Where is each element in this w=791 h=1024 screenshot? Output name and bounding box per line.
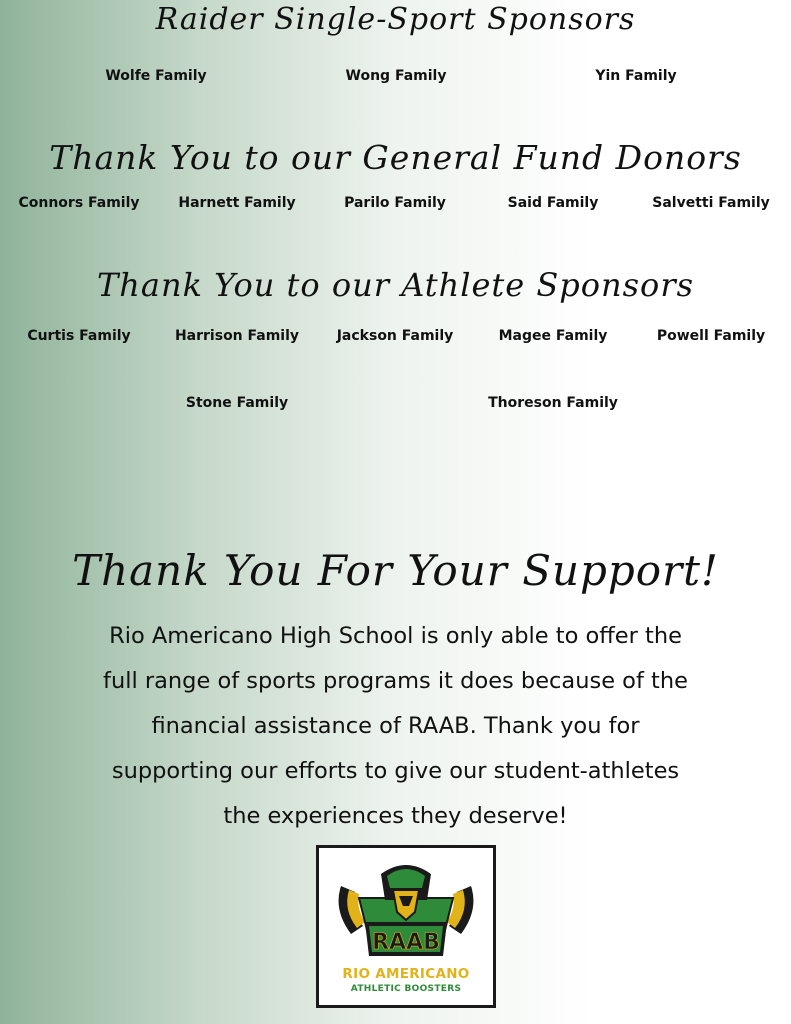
donor-name: Connors Family	[18, 195, 140, 211]
donor-name: Said Family	[507, 195, 599, 211]
raab-logo	[316, 845, 496, 1008]
section-heading-general-fund: Thank You to our General Fund Donors	[49, 138, 742, 177]
sponsor-name: Wolfe Family	[105, 68, 207, 84]
message-line: the experiences they deserve!	[223, 803, 568, 829]
message-line: full range of sports programs it does because of the	[103, 668, 688, 694]
logo-title: RIO AMERICANO	[342, 966, 470, 982]
message-line: Rio Americano High School is only able to offer the	[109, 623, 682, 649]
sponsor-name: Jackson Family	[336, 328, 454, 344]
message-line: supporting our efforts to give our student-athletes	[111, 758, 680, 784]
sponsor-name: Wong Family	[345, 68, 447, 84]
sponsor-name: Magee Family	[498, 328, 608, 344]
donor-name: Harnett Family	[178, 195, 296, 211]
closing-heading: Thank You For Your Support!	[72, 546, 719, 595]
sponsor-name: Powell Family	[656, 328, 766, 344]
sponsor-name: Stone Family	[185, 395, 289, 411]
section-heading-single-sport: Raider Single-Sport Sponsors	[155, 2, 636, 37]
donor-name: Parilo Family	[344, 195, 446, 211]
logo-subtitle: ATHLETIC BOOSTERS	[350, 984, 462, 994]
donor-name: Salvetti Family	[652, 195, 770, 211]
section-heading-athlete-sponsors: Thank You to our Athlete Sponsors	[96, 266, 695, 304]
raab-mark-text: RAAB	[372, 930, 440, 955]
message-line: financial assistance of RAAB. Thank you for	[151, 713, 640, 739]
sponsor-name: Thoreson Family	[488, 395, 618, 411]
sponsor-name: Harrison Family	[174, 328, 300, 344]
sponsor-name: Yin Family	[595, 68, 677, 84]
sponsor-name: Curtis Family	[27, 328, 131, 344]
closing-message	[40, 614, 751, 839]
